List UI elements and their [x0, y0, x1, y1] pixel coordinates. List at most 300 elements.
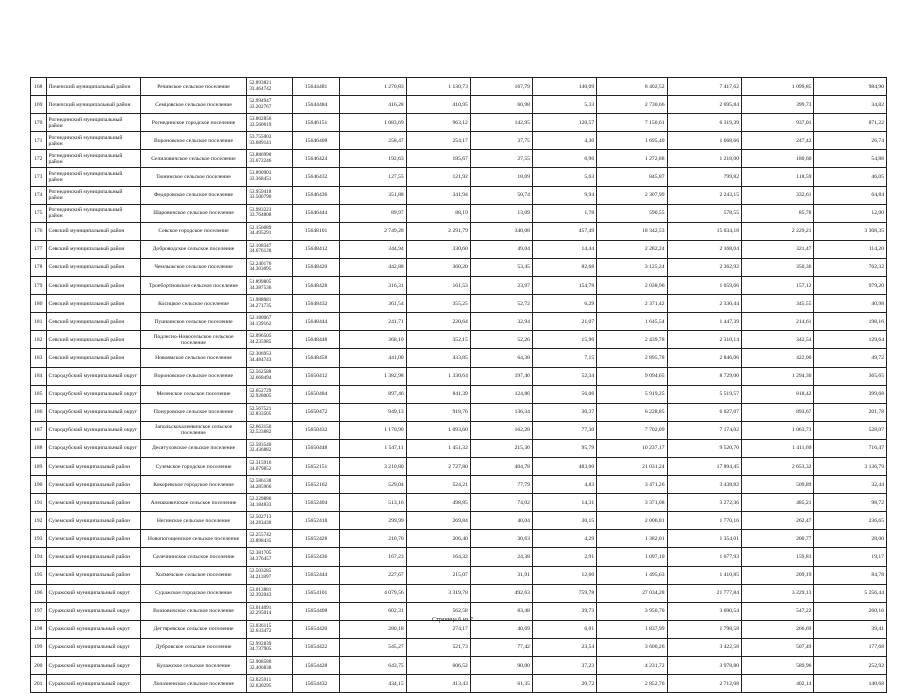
value-3-cell: 142,95 — [470, 114, 532, 132]
coordinates-cell: 52.255742 33.898435 — [247, 530, 293, 548]
value-1-cell: 1 170,90 — [340, 421, 406, 439]
oktmo-code-cell: 15646432 — [292, 168, 340, 186]
value-3-cell: 77,42 — [470, 638, 532, 656]
coordinates-cell: 52.893821 33.464742 — [247, 78, 293, 96]
table-row — [31, 421, 887, 439]
settlement-name-cell: Доброводское сельское поселение — [140, 240, 247, 258]
coordinates-cell: 52.992839 34.737905 — [247, 638, 293, 656]
value-4-cell: 759,78 — [532, 584, 596, 602]
settlement-name-cell: Запольскохалеевичское сельское поселение — [140, 421, 247, 439]
value-4-cell: 82,68 — [532, 258, 596, 276]
table-row — [31, 494, 887, 512]
value-2-cell: 121,92 — [406, 168, 470, 186]
value-2-cell: 352,15 — [406, 331, 470, 349]
municipal-district-cell: Суражский муниципальный округ — [46, 584, 140, 602]
table-row — [31, 512, 887, 530]
value-8-cell: 399,68 — [814, 385, 887, 403]
value-5-cell: 845,87 — [597, 168, 667, 186]
value-3-cell: 53,45 — [470, 258, 532, 276]
value-7-cell: 345,55 — [742, 295, 814, 313]
value-2-cell: 330,60 — [406, 240, 470, 258]
coordinates-cell: 53.886990 33.672246 — [247, 150, 293, 168]
row-number-cell: 200 — [31, 657, 47, 675]
value-8-cell: 5 256,44 — [814, 584, 887, 602]
value-3-cell: 136,34 — [470, 403, 532, 421]
value-8-cell: 528,07 — [814, 421, 887, 439]
table-row — [31, 204, 887, 222]
municipal-district-cell: Почепский муниципальный район — [46, 78, 140, 96]
settlement-name-cell: Понуровское сельское поселение — [140, 403, 247, 421]
table-row — [31, 657, 887, 675]
value-4-cell: 21,07 — [532, 313, 596, 331]
value-8-cell: 39,41 — [814, 620, 887, 638]
value-7-cell: 266,69 — [742, 620, 814, 638]
settlement-name-cell: Новопогощенское сельское поселение — [140, 530, 247, 548]
table-row — [31, 367, 887, 385]
value-8-cell: 3 136,79 — [814, 457, 887, 475]
settlement-name-cell: Дегтяревское сельское поселение — [140, 620, 247, 638]
settlement-name-cell: Алешковичское сельское поселение — [140, 494, 247, 512]
value-4-cell: 77,30 — [532, 421, 596, 439]
row-number-cell: 171 — [31, 132, 47, 150]
coordinates-cell: 52.240176 34.303095 — [247, 258, 293, 276]
value-1-cell: 643,75 — [340, 657, 406, 675]
coordinates-cell: 52.567521 32.833505 — [247, 403, 293, 421]
row-number-cell: 187 — [31, 421, 47, 439]
settlement-name-cell: Тюнинское сельское поселение — [140, 168, 247, 186]
value-6-cell: 2 168,04 — [667, 240, 742, 258]
value-2-cell: 254,17 — [406, 132, 470, 150]
settlement-name-cell: Холмечское сельское поселение — [140, 566, 247, 584]
value-4-cell: 6,29 — [532, 295, 596, 313]
table-row — [31, 168, 887, 186]
value-7-cell: 818,42 — [742, 385, 814, 403]
table-row — [31, 114, 887, 132]
value-3-cell: 24,38 — [470, 548, 532, 566]
oktmo-code-cell: 15644481 — [292, 78, 340, 96]
coordinates-cell: 53.025911 32.630295 — [247, 675, 293, 693]
oktmo-code-cell: 15648448 — [292, 331, 340, 349]
value-4-cell: 95,79 — [532, 439, 596, 457]
value-7-cell: 118,59 — [742, 168, 814, 186]
municipal-district-cell: Суземский муниципальный район — [46, 494, 140, 512]
value-5-cell: 2 730,66 — [597, 96, 667, 114]
row-number-cell: 179 — [31, 277, 47, 295]
value-5-cell: 3 950,70 — [597, 602, 667, 620]
value-7-cell: 350,36 — [742, 258, 814, 276]
row-number-cell: 178 — [31, 258, 47, 276]
value-8-cell: 49,72 — [814, 349, 887, 367]
value-7-cell: 159,83 — [742, 548, 814, 566]
municipal-district-cell: Суземский муниципальный район — [46, 548, 140, 566]
value-4-cell: 52,34 — [532, 367, 596, 385]
value-2-cell: 341,94 — [406, 186, 470, 204]
value-3-cell: 167,79 — [470, 78, 532, 96]
value-7-cell: 399,73 — [742, 96, 814, 114]
value-2-cell: 1 451,32 — [406, 439, 470, 457]
municipal-district-cell: Рогнединский муниципальный район — [46, 168, 140, 186]
value-3-cell: 31,91 — [470, 566, 532, 584]
value-1-cell: 2 749,28 — [340, 222, 406, 240]
table-row — [31, 240, 887, 258]
settlement-name-cell: Новоямское сельское поселение — [140, 349, 247, 367]
municipal-district-cell: Рогнединский муниципальный район — [46, 204, 140, 222]
table-row — [31, 313, 887, 331]
coordinates-cell: 52.306953 34.484743 — [247, 349, 293, 367]
value-6-cell: 1 668,66 — [667, 132, 742, 150]
municipal-district-cell: Стародубский муниципальный округ — [46, 439, 140, 457]
municipal-district-cell: Суземский муниципальный район — [46, 457, 140, 475]
coordinates-cell: 52.180067 34.139162 — [247, 313, 293, 331]
value-1-cell: 1 270,83 — [340, 78, 406, 96]
value-4-cell: 120,57 — [532, 114, 596, 132]
value-7-cell: 589,96 — [742, 657, 814, 675]
row-number-cell: 193 — [31, 530, 47, 548]
value-4-cell: 30,15 — [532, 512, 596, 530]
value-4-cell: 4,83 — [532, 476, 596, 494]
municipal-district-cell: Суземский муниципальный район — [46, 530, 140, 548]
value-8-cell: 252,92 — [814, 657, 887, 675]
municipal-district-cell: Севский муниципальный район — [46, 331, 140, 349]
settlement-name-cell: Подлесно-Новосельское сельское поселение — [140, 331, 247, 349]
table-row — [31, 222, 887, 240]
row-number-cell: 191 — [31, 494, 47, 512]
value-3-cell: 162,28 — [470, 421, 532, 439]
value-5-cell: 2 852,76 — [597, 675, 667, 693]
oktmo-code-cell: 15650432 — [292, 421, 340, 439]
value-8-cell: 236,65 — [814, 512, 887, 530]
settlement-name-cell: Кулажское сельское поселение — [140, 657, 247, 675]
value-8-cell: 34,82 — [814, 96, 887, 114]
municipal-district-cell: Суземский муниципальный район — [46, 512, 140, 530]
settlement-name-cell: Троебортновское сельское поселение — [140, 277, 247, 295]
page-footer: Страница 6 из 7 — [432, 617, 473, 623]
value-6-cell: 2 330,44 — [667, 295, 742, 313]
value-5-cell: 7 150,61 — [597, 114, 667, 132]
value-2-cell: 355,25 — [406, 295, 470, 313]
value-6-cell: 1 410,85 — [667, 566, 742, 584]
value-7-cell: 321,47 — [742, 240, 814, 258]
value-2-cell: 269,84 — [406, 512, 470, 530]
value-7-cell: 1 411,69 — [742, 439, 814, 457]
value-2-cell: 360,20 — [406, 258, 470, 276]
value-3-cell: 340,08 — [470, 222, 532, 240]
coordinates-cell: 52.503285 34.211897 — [247, 566, 293, 584]
value-1-cell: 368,10 — [340, 331, 406, 349]
row-number-cell: 169 — [31, 96, 47, 114]
row-number-cell: 185 — [31, 385, 47, 403]
oktmo-code-cell: 15646444 — [292, 204, 340, 222]
value-1-cell: 192,63 — [340, 150, 406, 168]
value-5-cell: 18 342,53 — [597, 222, 667, 240]
table-row — [31, 132, 887, 150]
row-number-cell: 189 — [31, 457, 47, 475]
table-row — [31, 96, 887, 114]
settlement-name-cell: Кокоревское городское поселение — [140, 476, 247, 494]
value-1-cell: 351,88 — [340, 186, 406, 204]
value-7-cell: 1 099,85 — [742, 78, 814, 96]
value-7-cell: 422,00 — [742, 349, 814, 367]
oktmo-code-cell: 15646424 — [292, 150, 340, 168]
value-6-cell: 7 417,62 — [667, 78, 742, 96]
value-1-cell: 1 382,98 — [340, 367, 406, 385]
value-3-cell: 30,63 — [470, 530, 532, 548]
value-8-cell: 64,84 — [814, 186, 887, 204]
value-1-cell: 227,67 — [340, 566, 406, 584]
value-2-cell: 88,19 — [406, 204, 470, 222]
table-row — [31, 476, 887, 494]
table-row — [31, 295, 887, 313]
value-6-cell: 6 319,39 — [667, 114, 742, 132]
oktmo-code-cell: 15654432 — [292, 675, 340, 693]
value-2-cell: 562,58 — [406, 602, 470, 620]
value-2-cell: 1 330,64 — [406, 367, 470, 385]
value-2-cell: 413,43 — [406, 675, 470, 693]
settlement-name-cell: Суражское городское поселение — [140, 584, 247, 602]
oktmo-code-cell: 15650472 — [292, 403, 340, 421]
table-row — [31, 385, 887, 403]
value-5-cell: 3 471,26 — [597, 476, 667, 494]
value-2-cell: 1 130,73 — [406, 78, 470, 96]
table-row — [31, 638, 887, 656]
value-1-cell: 602,31 — [340, 602, 406, 620]
municipal-district-cell: Севский муниципальный район — [46, 295, 140, 313]
coordinates-cell: 53.014091 32.295014 — [247, 602, 293, 620]
value-8-cell: 26,74 — [814, 132, 887, 150]
value-5-cell: 2 006,81 — [597, 512, 667, 530]
value-5-cell: 2 282,24 — [597, 240, 667, 258]
value-7-cell: 1 294,30 — [742, 367, 814, 385]
value-8-cell: 84,78 — [814, 566, 887, 584]
value-4-cell: 140,09 — [532, 78, 596, 96]
value-4-cell: 37,23 — [532, 657, 596, 675]
oktmo-code-cell: 15648420 — [292, 258, 340, 276]
value-6-cell: 15 034,18 — [667, 222, 742, 240]
value-3-cell: 64,38 — [470, 349, 532, 367]
value-7-cell: 342,54 — [742, 331, 814, 349]
row-number-cell: 192 — [31, 512, 47, 530]
value-2-cell: 274,17 — [406, 620, 470, 638]
oktmo-code-cell: 15648444 — [292, 313, 340, 331]
oktmo-code-cell: 15654428 — [292, 657, 340, 675]
oktmo-code-cell: 15652151 — [292, 457, 340, 475]
oktmo-code-cell: 15654420 — [292, 620, 340, 638]
settlement-name-cell: Рогнединское городское поселение — [140, 114, 247, 132]
value-6-cell: 21 777,84 — [667, 584, 742, 602]
value-8-cell: 98,72 — [814, 494, 887, 512]
municipal-district-cell: Рогнединский муниципальный район — [46, 150, 140, 168]
oktmo-code-cell: 15648428 — [292, 277, 340, 295]
value-3-cell: 40,04 — [470, 512, 532, 530]
value-7-cell: 485,21 — [742, 494, 814, 512]
settlement-name-cell: Вороновское сельское поселение — [140, 132, 247, 150]
value-3-cell: 49,04 — [470, 240, 532, 258]
value-1-cell: 513,16 — [340, 494, 406, 512]
value-5-cell: 3 371,08 — [597, 494, 667, 512]
value-5-cell: 1 837,99 — [597, 620, 667, 638]
value-5-cell: 27 034,28 — [597, 584, 667, 602]
value-8-cell: 762,32 — [814, 258, 887, 276]
row-number-cell: 199 — [31, 638, 47, 656]
value-5-cell: 1 382,01 — [597, 530, 667, 548]
value-6-cell: 1 798,58 — [667, 620, 742, 638]
value-5-cell: 7 702,09 — [597, 421, 667, 439]
value-8-cell: 984,90 — [814, 78, 887, 96]
value-6-cell: 3 272,36 — [667, 494, 742, 512]
value-2-cell: 3 319,78 — [406, 584, 470, 602]
value-1-cell: 344,94 — [340, 240, 406, 258]
value-6-cell: 1 354,01 — [667, 530, 742, 548]
coordinates-cell: 53.983223 33.764808 — [247, 204, 293, 222]
table-row — [31, 620, 887, 638]
value-7-cell: 1 063,73 — [742, 421, 814, 439]
value-4-cell: 4,29 — [532, 530, 596, 548]
value-5-cell: 590,55 — [597, 204, 667, 222]
coordinates-cell: 53.959418 33.500790 — [247, 186, 293, 204]
municipal-district-cell: Рогнединский муниципальный район — [46, 114, 140, 132]
table-row — [31, 331, 887, 349]
value-8-cell: 260,16 — [814, 602, 887, 620]
value-7-cell: 893,67 — [742, 403, 814, 421]
table-row — [31, 584, 887, 602]
settlement-name-cell: Дубровское сельское поселение — [140, 638, 247, 656]
table-row — [31, 548, 887, 566]
value-2-cell: 963,12 — [406, 114, 470, 132]
table-row — [31, 403, 887, 421]
settlement-name-cell: Шаровичское сельское поселение — [140, 204, 247, 222]
oktmo-code-cell: 15646408 — [292, 132, 340, 150]
value-8-cell: 201,78 — [814, 403, 887, 421]
settlement-name-cell: Косицкое сельское поселение — [140, 295, 247, 313]
coordinates-cell: 52.652729 32.928005 — [247, 385, 293, 403]
table-row — [31, 349, 887, 367]
oktmo-code-cell: 15650412 — [292, 367, 340, 385]
value-1-cell: 167,23 — [340, 548, 406, 566]
value-1-cell: 897,46 — [340, 385, 406, 403]
value-4-cell: 154,78 — [532, 277, 596, 295]
municipal-district-cell: Стародубский муниципальный округ — [46, 367, 140, 385]
value-2-cell: 841,39 — [406, 385, 470, 403]
value-7-cell: 937,01 — [742, 114, 814, 132]
value-4-cell: 1,78 — [532, 204, 596, 222]
value-6-cell: 1 447,39 — [667, 313, 742, 331]
value-3-cell: 23,97 — [470, 277, 532, 295]
municipal-district-cell: Севский муниципальный район — [46, 313, 140, 331]
row-number-cell: 182 — [31, 331, 47, 349]
oktmo-code-cell: 15654422 — [292, 638, 340, 656]
settlement-name-cell: Лопазненское сельское поселение — [140, 675, 247, 693]
value-1-cell: 210,70 — [340, 530, 406, 548]
value-2-cell: 185,67 — [406, 150, 470, 168]
value-2-cell: 918,76 — [406, 403, 470, 421]
table-row — [31, 439, 887, 457]
value-3-cell: 37,75 — [470, 132, 532, 150]
value-2-cell: 433,85 — [406, 349, 470, 367]
value-1-cell: 442,88 — [340, 258, 406, 276]
table-row — [31, 566, 887, 584]
table-row — [31, 258, 887, 276]
value-6-cell: 2 846,06 — [667, 349, 742, 367]
row-number-cell: 174 — [31, 186, 47, 204]
row-number-cell: 173 — [31, 168, 47, 186]
value-7-cell: 247,42 — [742, 132, 814, 150]
coordinates-cell: 52.562588 32.668494 — [247, 367, 293, 385]
row-number-cell: 180 — [31, 295, 47, 313]
row-number-cell: 198 — [31, 620, 47, 638]
settlement-name-cell: Пушкинское сельское поселение — [140, 313, 247, 331]
value-3-cell: 61,35 — [470, 675, 532, 693]
value-6-cell: 1 059,66 — [667, 277, 742, 295]
value-3-cell: 52,72 — [470, 295, 532, 313]
value-6-cell: 1 218,00 — [667, 150, 742, 168]
value-5-cell: 21 031,24 — [597, 457, 667, 475]
value-7-cell: 262,47 — [742, 512, 814, 530]
value-8-cell: 198,16 — [814, 313, 887, 331]
value-2-cell: 1 093,60 — [406, 421, 470, 439]
oktmo-code-cell: 15652162 — [292, 476, 340, 494]
value-1-cell: 529,04 — [340, 476, 406, 494]
value-1-cell: 1 083,69 — [340, 114, 406, 132]
municipal-district-cell: Суражский муниципальный округ — [46, 657, 140, 675]
value-7-cell: 200,77 — [742, 530, 814, 548]
oktmo-code-cell: 15644484 — [292, 96, 340, 114]
value-1-cell: 241,71 — [340, 313, 406, 331]
oktmo-code-cell: 15654408 — [292, 602, 340, 620]
municipal-district-cell: Рогнединский муниципальный район — [46, 186, 140, 204]
row-number-cell: 197 — [31, 602, 47, 620]
value-7-cell: 2 229,21 — [742, 222, 814, 240]
value-8-cell: 3 308,35 — [814, 222, 887, 240]
municipal-district-cell: Стародубский муниципальный округ — [46, 403, 140, 421]
row-number-cell: 170 — [31, 114, 47, 132]
oktmo-code-cell: 15648101 — [292, 222, 340, 240]
value-2-cell: 2 291,79 — [406, 222, 470, 240]
coordinates-cell: 52.502713 34.283430 — [247, 512, 293, 530]
value-2-cell: 606,52 — [406, 657, 470, 675]
value-4-cell: 4,30 — [532, 132, 596, 150]
value-5-cell: 2 439,78 — [597, 331, 667, 349]
value-5-cell: 2 371,42 — [597, 295, 667, 313]
value-3-cell: 90,00 — [470, 657, 532, 675]
value-8-cell: 177,68 — [814, 638, 887, 656]
municipal-district-cell: Севский муниципальный район — [46, 277, 140, 295]
value-2-cell: 220,64 — [406, 313, 470, 331]
value-4-cell: 56,06 — [532, 385, 596, 403]
value-6-cell: 3 438,82 — [667, 476, 742, 494]
municipal-district-cell: Севский муниципальный район — [46, 258, 140, 276]
value-6-cell: 6 027,07 — [667, 403, 742, 421]
value-5-cell: 10 237,17 — [597, 439, 667, 457]
row-number-cell: 201 — [31, 675, 47, 693]
value-4-cell: 30,37 — [532, 403, 596, 421]
value-1-cell: 361,54 — [340, 295, 406, 313]
value-8-cell: 28,00 — [814, 530, 887, 548]
value-5-cell: 1 645,54 — [597, 313, 667, 331]
value-6-cell: 8 729,00 — [667, 367, 742, 385]
row-number-cell: 195 — [31, 566, 47, 584]
value-7-cell: 547,22 — [742, 602, 814, 620]
value-3-cell: 124,86 — [470, 385, 532, 403]
row-number-cell: 183 — [31, 349, 47, 367]
value-2-cell: 498,85 — [406, 494, 470, 512]
municipal-district-cell: Суражский муниципальный округ — [46, 620, 140, 638]
settlement-name-cell: Севское городское поселение — [140, 222, 247, 240]
value-4-cell: 39,73 — [532, 602, 596, 620]
coordinates-cell: 53.890903 33.368451 — [247, 168, 293, 186]
coordinates-cell: 53.036115 32.633472 — [247, 620, 293, 638]
value-7-cell: 509,89 — [742, 476, 814, 494]
settlement-name-cell: Негинское сельское поселение — [140, 512, 247, 530]
